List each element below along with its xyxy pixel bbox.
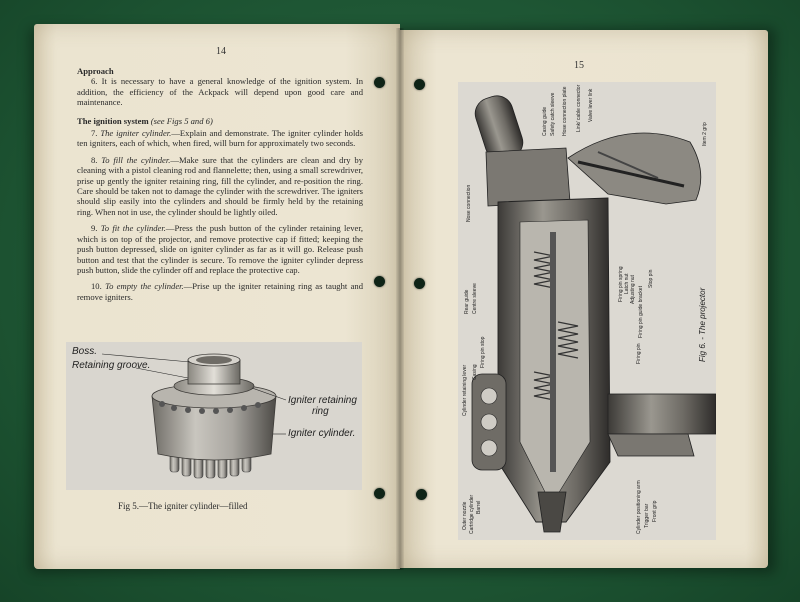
label-centre-sleeve: Centre sleeve bbox=[472, 283, 478, 314]
book-spine bbox=[396, 28, 404, 570]
label-link-cable-connector: Link/ cable connector bbox=[576, 84, 582, 132]
label-firing-pin-stop: Firing pin stop bbox=[480, 336, 486, 368]
label-item-2-grip: Item 2 grip bbox=[702, 122, 708, 146]
label-stop-pin: Stop pin bbox=[648, 269, 654, 288]
figure-6-caption: Fig 6. - The projector bbox=[698, 287, 707, 362]
label-latch-nut: Latch nut bbox=[624, 273, 630, 294]
paragraph-10-title: To empty the cylinder. bbox=[105, 281, 184, 292]
page-number-left: 14 bbox=[216, 46, 226, 57]
figure-5-igniter-cylinder bbox=[66, 342, 362, 490]
label-igniter-cylinder: Igniter cylinder. bbox=[288, 428, 356, 439]
paragraph-7-text: —Explain and demonstrate. The igniter cylinder holds ten igniters, each of which, when fired, will burn for approximately two seconds. bbox=[77, 128, 363, 149]
label-front-grip: Front grip bbox=[652, 500, 658, 522]
label-valve-lever-link: Valve lever link bbox=[588, 88, 594, 122]
paragraph-8 bbox=[77, 155, 363, 217]
binding-hole bbox=[414, 278, 425, 289]
approach-heading: Approach bbox=[77, 66, 114, 76]
label-hose-connection-plate: Hose connection plate bbox=[562, 86, 568, 136]
label-nose-connection: Nose connection bbox=[466, 184, 472, 222]
paragraph-7-number: 7. bbox=[91, 128, 98, 139]
label-casing-guide: Casing guide bbox=[542, 106, 548, 136]
ignition-heading-ref: (see Figs 5 and 6) bbox=[150, 115, 213, 126]
paragraph-9-title: To fit the cylinder. bbox=[100, 223, 166, 234]
ignition-heading: The ignition system bbox=[77, 115, 149, 126]
label-igniter-retaining-ring-2: ring bbox=[312, 406, 329, 417]
ignition-heading-row bbox=[77, 116, 363, 126]
label-retaining-groove: Retaining groove. bbox=[72, 360, 151, 371]
label-cylinder-retaining-lever: Cylinder retaining lever bbox=[462, 364, 468, 416]
label-rear-guide: Rear guide bbox=[464, 289, 470, 314]
paragraph-10-text: —Prise up the igniter retaining ring as taught and remove igniters. bbox=[77, 281, 363, 302]
label-firing-pin-guide-bracket: Firing pin guide bracket bbox=[638, 286, 644, 338]
paragraph-10-number: 10. bbox=[91, 281, 102, 292]
label-barrel: Barrel bbox=[476, 500, 482, 514]
paragraph-9 bbox=[77, 223, 363, 275]
label-cylinder-positioning-arm: Cylinder positioning arm bbox=[636, 480, 642, 534]
label-igniter-retaining-ring-1: Igniter retaining bbox=[288, 395, 357, 406]
paragraph-8-title: To fill the cylinder. bbox=[101, 154, 171, 165]
label-firing-pin-spring: Firing pin spring bbox=[618, 266, 624, 302]
paragraph-9-text: —Press the push button of the cylinder retaining lever, which is on top of the projector, and remove protective cap if fitted; keeping the push button depressed, slide on igniter cylinder as far as it will go. Release push button and test that the cylinder is secure. To remove the igniter cylinder depress push button, slide the cylinder off and replace the protective cap. bbox=[77, 223, 363, 275]
binding-hole bbox=[374, 276, 385, 287]
label-trigger-bar: Trigger bar bbox=[644, 503, 650, 528]
label-adjusting-nut: Adjusting nut bbox=[630, 275, 636, 304]
paragraph-7 bbox=[77, 128, 363, 149]
label-safety-catch-sleeve: Safety catch sleeve bbox=[550, 92, 556, 136]
paragraph-7-title: The igniter cylinder. bbox=[100, 128, 172, 139]
figure-6-projector bbox=[458, 82, 716, 540]
projector-cutaway-illustration bbox=[458, 82, 716, 540]
paragraph-10 bbox=[77, 281, 363, 302]
binding-hole bbox=[374, 488, 385, 499]
label-firing-pin: Firing pin bbox=[636, 343, 642, 364]
binding-hole bbox=[416, 489, 427, 500]
paragraph-8-text: —Make sure that the cylinders are clean and dry by cleaning with a pistol cleaning rod and flannelette; then, using a small screwdriver, prise up gently the igniter retaining ring, fill the cylinder, and re-position the ring. Care should be taken not to damage the cylinder with the screwdriver. The igniters should slip easily into the cylinders and should be firmly held by the retaining ring. When not in use, the cylinder should be lightly oiled. bbox=[77, 154, 363, 217]
paragraph-9-number: 9. bbox=[91, 223, 98, 234]
binding-hole bbox=[414, 79, 425, 90]
label-outer-nozzle: Outer nozzle bbox=[462, 501, 468, 530]
figure-5-caption: Fig 5.—The igniter cylinder—filled bbox=[118, 501, 248, 511]
binding-hole bbox=[374, 77, 385, 88]
label-boss: Boss. bbox=[72, 346, 98, 357]
left-page-text bbox=[77, 66, 363, 308]
paragraph-8-number: 8. bbox=[91, 154, 98, 165]
paragraph-6: 6. It is necessary to have a general knowledge of the ignition system. In addition, the efficiency of the Ackpack will depend upon good care and maintenance. bbox=[77, 76, 363, 108]
label-cartridge-cylinder: Cartridge cylinder bbox=[469, 494, 475, 534]
page-number-right: 15 bbox=[574, 60, 584, 71]
label-casing: Casing bbox=[472, 364, 478, 380]
